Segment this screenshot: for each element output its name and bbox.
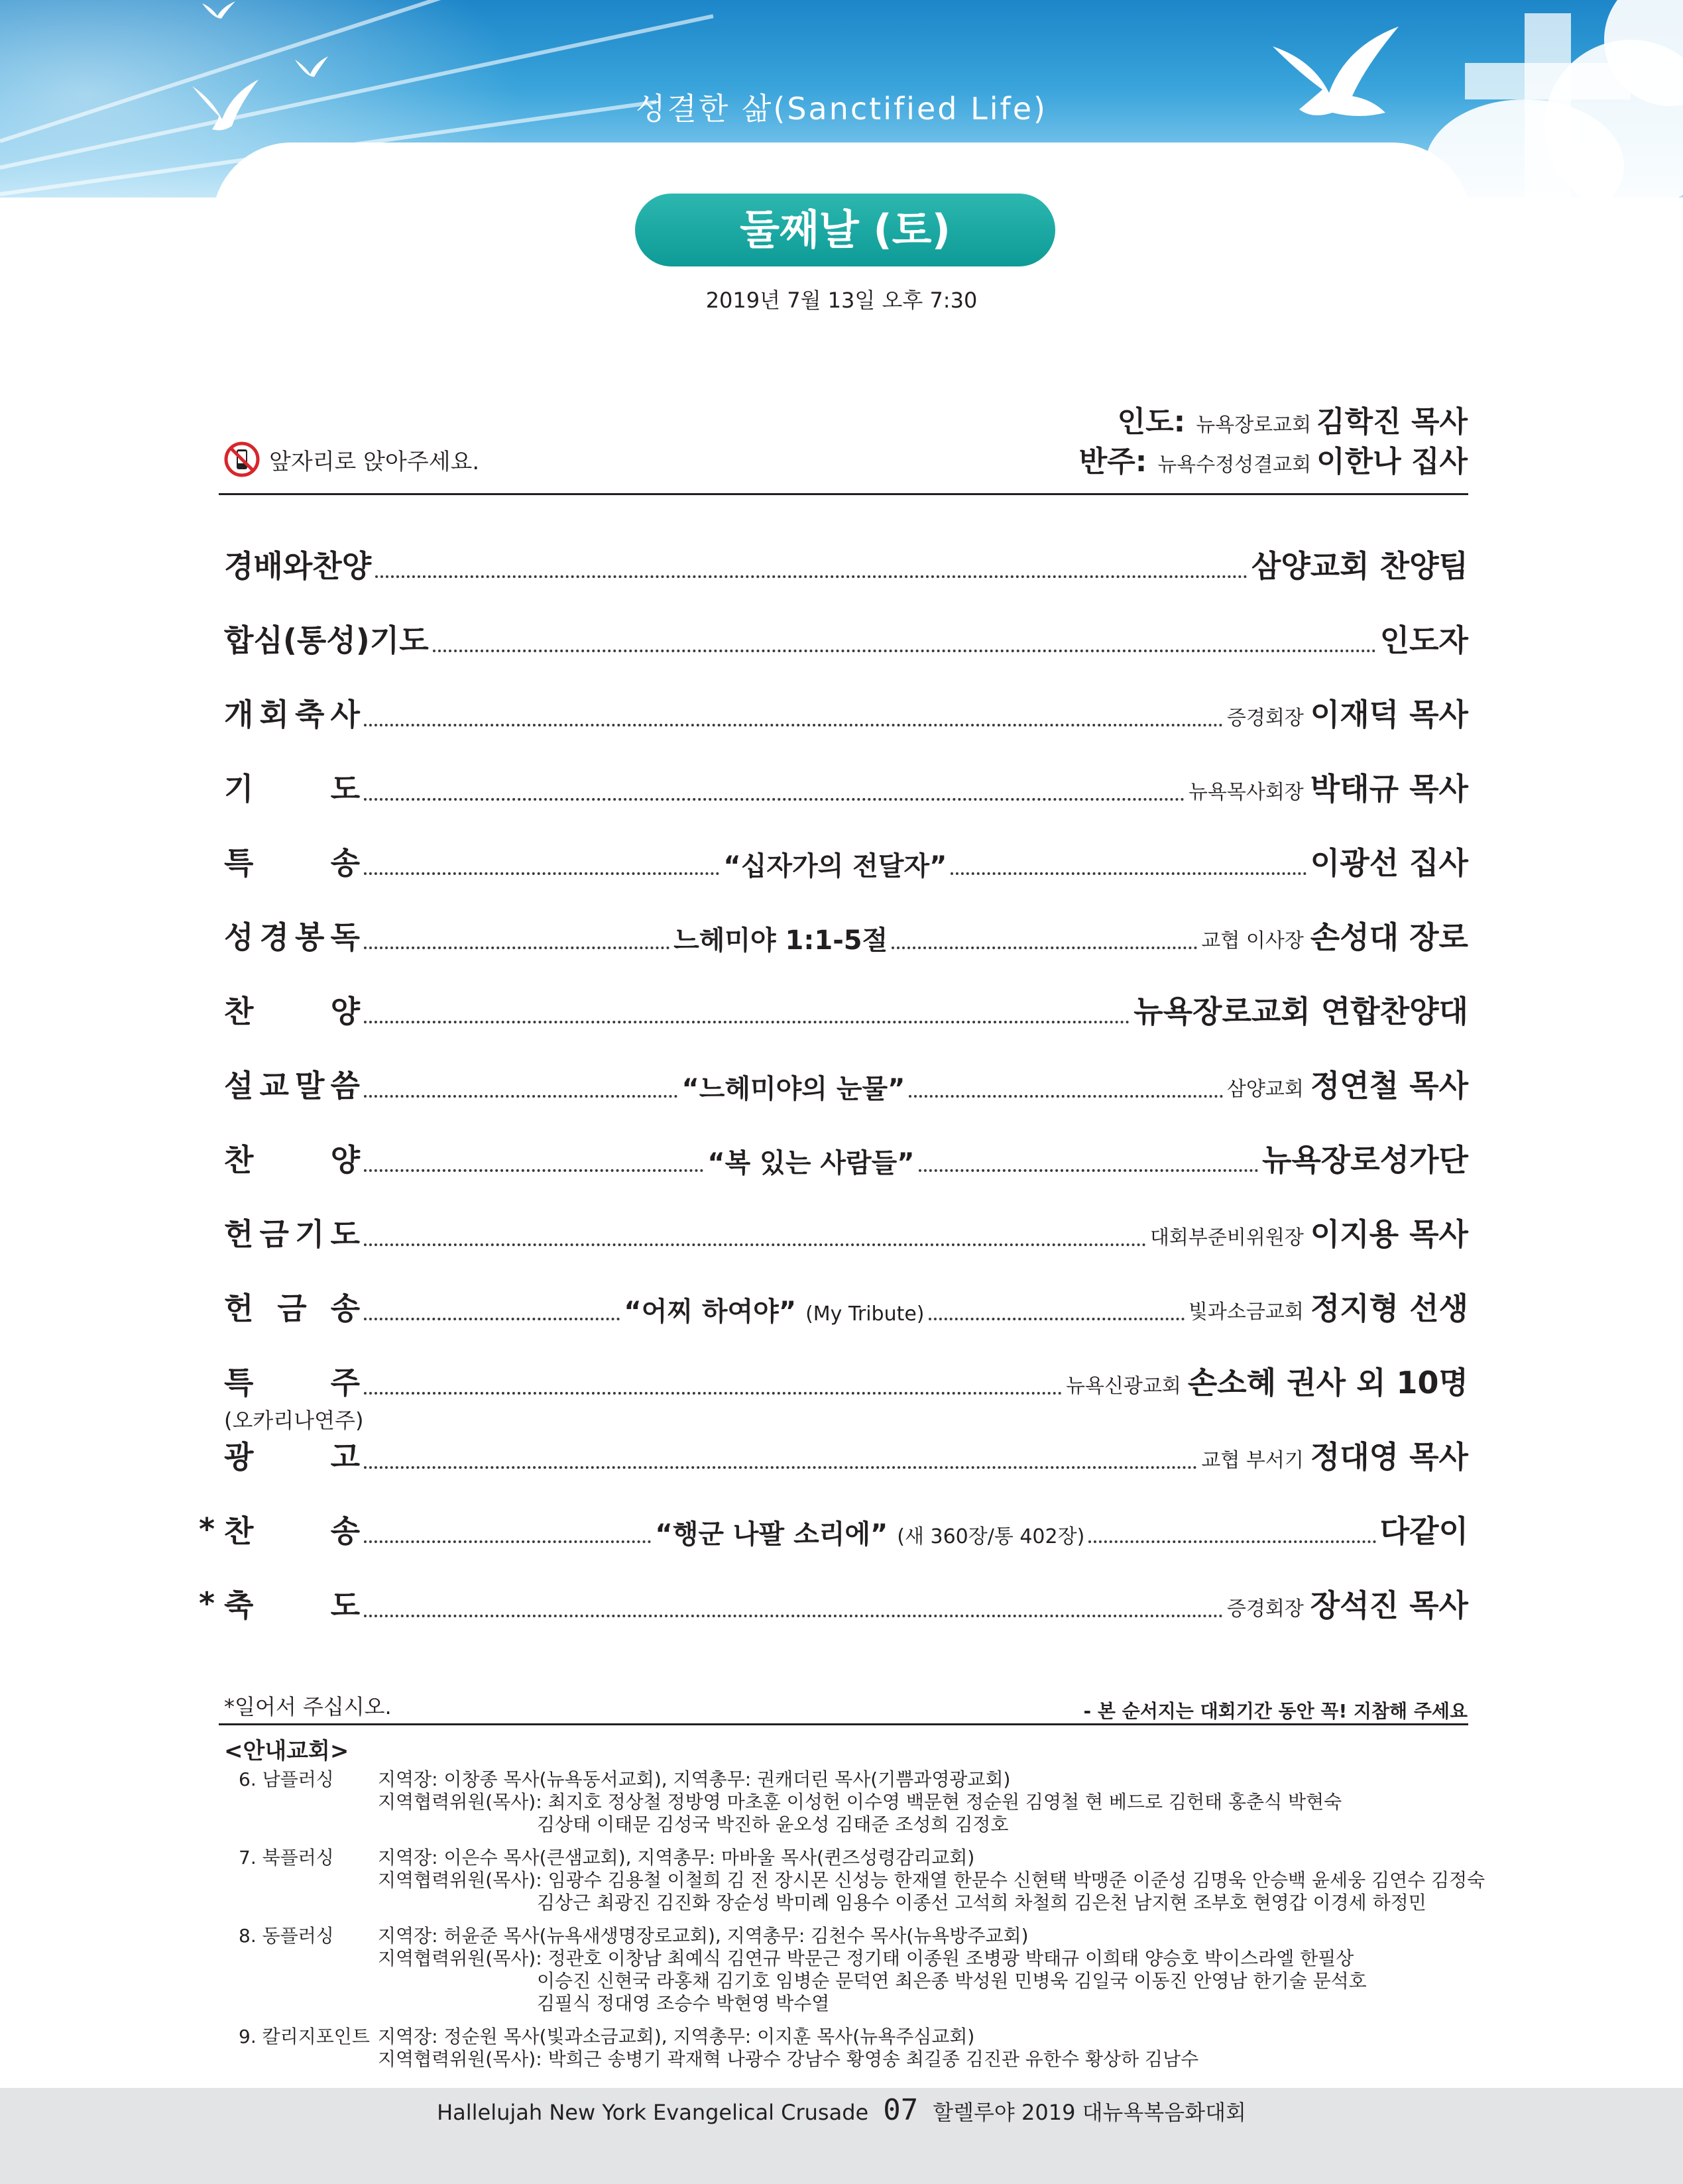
program-row <box>224 1212 1468 1254</box>
program-label: 헌 금 송 <box>224 1291 360 1326</box>
bird-icon <box>292 53 331 80</box>
program-label: 설 교 말 씀 <box>224 1068 360 1104</box>
dot-leader <box>364 1095 677 1098</box>
region-name: 8. 동플러싱 <box>239 1925 334 1947</box>
leader-role: 인도: <box>1117 405 1186 439</box>
program-label: 찬 양 <box>224 1142 360 1178</box>
program-person: 정지형 선생 <box>1310 1291 1469 1326</box>
banner-title: 성결한 삶(Sanctified Life) <box>636 91 1047 127</box>
program-person: 장석진 목사 <box>1310 1587 1468 1623</box>
program-title: “느헤미야의 눈물” <box>681 1074 905 1104</box>
program-title-note: (새 360장/통 402장) <box>897 1525 1085 1548</box>
program-row <box>224 1434 1468 1477</box>
dot-leader <box>364 1615 1223 1617</box>
program-title: “복 있는 사람들” <box>707 1148 915 1178</box>
program-row <box>224 1509 1468 1551</box>
program-label: 찬 양 <box>224 994 360 1029</box>
seat-notice <box>224 441 479 477</box>
stand-marker: * <box>199 1511 215 1547</box>
leader-church: 뉴욕수정성결교회 <box>1157 453 1312 477</box>
divider <box>219 493 1468 495</box>
program-title: “행군 나팔 소리에” (새 360장/통 402장) <box>655 1519 1085 1550</box>
program-label: 특 주 <box>224 1365 360 1401</box>
program-title: “십자가의 전달자” <box>723 851 947 882</box>
guide-line: 김상태 이태문 김성국 박진하 윤오성 김태준 조성희 김정호 <box>537 1813 1009 1835</box>
program-church: 증경회장 <box>1226 1597 1304 1621</box>
program-church: 뉴욕신광교회 <box>1065 1375 1181 1398</box>
program-label: 찬 송 <box>224 1513 360 1549</box>
program-person: 인도자 <box>1379 622 1468 658</box>
bird-icon <box>199 0 239 20</box>
dot-leader <box>364 1540 651 1543</box>
service-date: 2019년 7월 13일 오후 7:30 <box>705 288 978 313</box>
dot-leader <box>364 1169 703 1172</box>
program-person: 이광선 집사 <box>1310 845 1468 881</box>
keep-note: - 본 순서지는 대회기간 동안 꼭! 지참해 주세요 <box>1083 1700 1468 1722</box>
dot-leader <box>1088 1540 1375 1543</box>
footer-left: Hallelujah New York Evangelical Crusade <box>437 2100 869 2125</box>
footer <box>0 2093 1683 2127</box>
dot-leader <box>892 947 1197 949</box>
program-row <box>224 1360 1468 1403</box>
program-label: 광 고 <box>224 1439 360 1475</box>
guide-line: 지역협력위원(목사): 최지호 정상철 정방영 마초훈 이성헌 이수영 백문현 정순원 김영철 현 베드로 김헌태 홍춘식 박현숙 <box>378 1791 1342 1813</box>
program-person: 삼양교회 찬양팀 <box>1251 548 1468 584</box>
program-row <box>224 1063 1468 1106</box>
program-label: 축 도 <box>224 1587 360 1623</box>
guide-line: 지역장: 이창종 목사(뉴욕동서교회), 지역총무: 권캐더린 목사(기쁨과영광교회) <box>378 1768 1011 1790</box>
leader-role: 반주: <box>1078 445 1147 479</box>
program-label: 합심(통성)기도 <box>224 622 429 658</box>
program-person: 다같이 <box>1379 1513 1469 1549</box>
seat-notice-text: 앞자리로 앉아주세요. <box>269 448 480 475</box>
guide-line: 이승진 신현국 라홍채 김기호 임병순 문덕연 최은종 박성원 민병욱 김일국 이동진 안영남 한기술 문석호 <box>537 1970 1367 1992</box>
program-person: 손성대 장로 <box>1310 919 1468 955</box>
program-person: 정연철 목사 <box>1310 1068 1469 1104</box>
guide-line: 지역협력위원(목사): 임광수 김용철 이철희 김 전 장시몬 신성능 한재열 한문수 신현택 박맹준 이준성 김명욱 안승백 윤세웅 김연수 김정숙 <box>378 1869 1485 1891</box>
program-title-note: (My Tribute) <box>805 1302 925 1326</box>
dot-leader <box>375 575 1248 578</box>
region-name: 6. 남플러싱 <box>239 1768 334 1790</box>
dot-leader <box>364 1243 1146 1246</box>
page-number: 07 <box>883 2093 919 2127</box>
program-label: 개 회 축 사 <box>224 697 360 732</box>
leader-row <box>1118 398 1468 440</box>
leader-name: 이한나 집사 <box>1316 445 1468 479</box>
stand-note: *일어서 주십시오. <box>224 1694 392 1719</box>
guide-heading: <안내교회> <box>224 1738 349 1764</box>
program-church: 증경회장 <box>1226 707 1304 730</box>
program-subnote: (오카리나연주) <box>224 1408 364 1433</box>
stand-marker: * <box>199 1585 215 1621</box>
guide-line: 지역장: 정순원 목사(빛과소금교회), 지역총무: 이지훈 목사(뉴욕주심교회) <box>378 2026 975 2047</box>
dot-leader <box>951 872 1306 875</box>
dot-leader <box>364 1466 1197 1469</box>
dot-leader <box>364 724 1223 726</box>
dot-leader <box>364 872 719 875</box>
dot-leader <box>433 650 1376 652</box>
program-row <box>224 544 1468 586</box>
program-church: 빛과소금교회 <box>1188 1300 1304 1324</box>
program-label: 경배와찬양 <box>224 548 372 584</box>
accompanist-row <box>1079 437 1468 480</box>
program-church: 뉴욕목사회장 <box>1188 781 1304 804</box>
program-person: 손소혜 권사 외 10명 <box>1187 1365 1468 1401</box>
divider <box>219 1723 1468 1725</box>
program-person: 이지용 목사 <box>1310 1216 1468 1252</box>
dot-leader <box>364 1021 1130 1023</box>
program-church: 교협 부서기 <box>1201 1449 1304 1472</box>
guide-line: 김상근 최광진 김진화 장순성 박미례 임용수 이종선 고석희 차철희 김은천 남지현 조부호 현영갑 이경세 하정민 <box>537 1892 1426 1914</box>
program-label: 특 송 <box>224 845 360 881</box>
program-title: 느헤미야 1:1-5절 <box>673 925 888 956</box>
program-row <box>224 989 1468 1031</box>
dot-leader <box>929 1318 1185 1320</box>
dot-leader <box>364 1318 620 1320</box>
program-title: “어찌 하여야” (My Tribute) <box>624 1296 925 1327</box>
no-phone-icon <box>224 441 260 477</box>
day-title: 둘째날 (토) <box>635 194 1055 266</box>
guide-line: 지역장: 허윤준 목사(뉴욕새생명장로교회), 지역총무: 김천수 목사(뉴욕방주교회) <box>378 1925 1029 1947</box>
program-row <box>224 840 1468 883</box>
program-person: 뉴욕장로교회 연합찬양대 <box>1133 994 1468 1029</box>
dot-leader <box>364 947 669 949</box>
program-person: 이재덕 목사 <box>1310 697 1468 732</box>
footer-right: 할렐루야 2019 대뉴욕복음화대회 <box>933 2100 1246 2125</box>
region-name: 7. 북플러싱 <box>239 1847 334 1868</box>
program-row <box>224 766 1468 809</box>
program-row <box>224 618 1468 660</box>
program-row <box>224 692 1468 734</box>
guide-line: 김필식 정대영 조승수 박현영 박수열 <box>537 1992 830 2014</box>
program-row <box>224 915 1468 957</box>
guide-line: 지역장: 이은수 목사(큰샘교회), 지역총무: 마바울 목사(퀸즈성령감리교회) <box>378 1847 975 1868</box>
program-church: 교협 이사장 <box>1201 929 1304 952</box>
program-church: 삼양교회 <box>1226 1078 1304 1101</box>
dot-leader <box>909 1095 1222 1098</box>
program-label: 헌 금 기 도 <box>224 1216 360 1252</box>
dot-leader <box>364 1392 1062 1395</box>
program-row <box>224 1286 1468 1328</box>
guide-line: 지역협력위원(목사): 정관호 이창남 최예식 김연규 박문근 정기태 이종원 조병광 박태규 이희태 양승호 박이스라엘 한필상 <box>378 1947 1354 1969</box>
program-person: 뉴욕장로성가단 <box>1261 1142 1468 1178</box>
guide-line: 지역협력위원(목사): 박희근 송병기 곽재혁 나광수 강남수 황영송 최길종 김진관 유한수 황상하 김남수 <box>378 2048 1199 2070</box>
program-label: 기 도 <box>224 771 360 807</box>
program-row <box>224 1583 1468 1625</box>
dot-leader <box>364 798 1185 801</box>
leader-church: 뉴욕장로교회 <box>1196 414 1312 437</box>
program-row <box>224 1137 1468 1180</box>
leader-name: 김학진 목사 <box>1316 405 1468 439</box>
program-person: 박태규 목사 <box>1310 771 1468 807</box>
dot-leader <box>919 1169 1258 1172</box>
program-church: 대회부준비위원장 <box>1149 1226 1304 1249</box>
program-label: 성 경 봉 독 <box>224 919 360 955</box>
program-person: 정대영 목사 <box>1310 1439 1468 1475</box>
region-name: 9. 칼리지포인트 <box>239 2026 370 2047</box>
